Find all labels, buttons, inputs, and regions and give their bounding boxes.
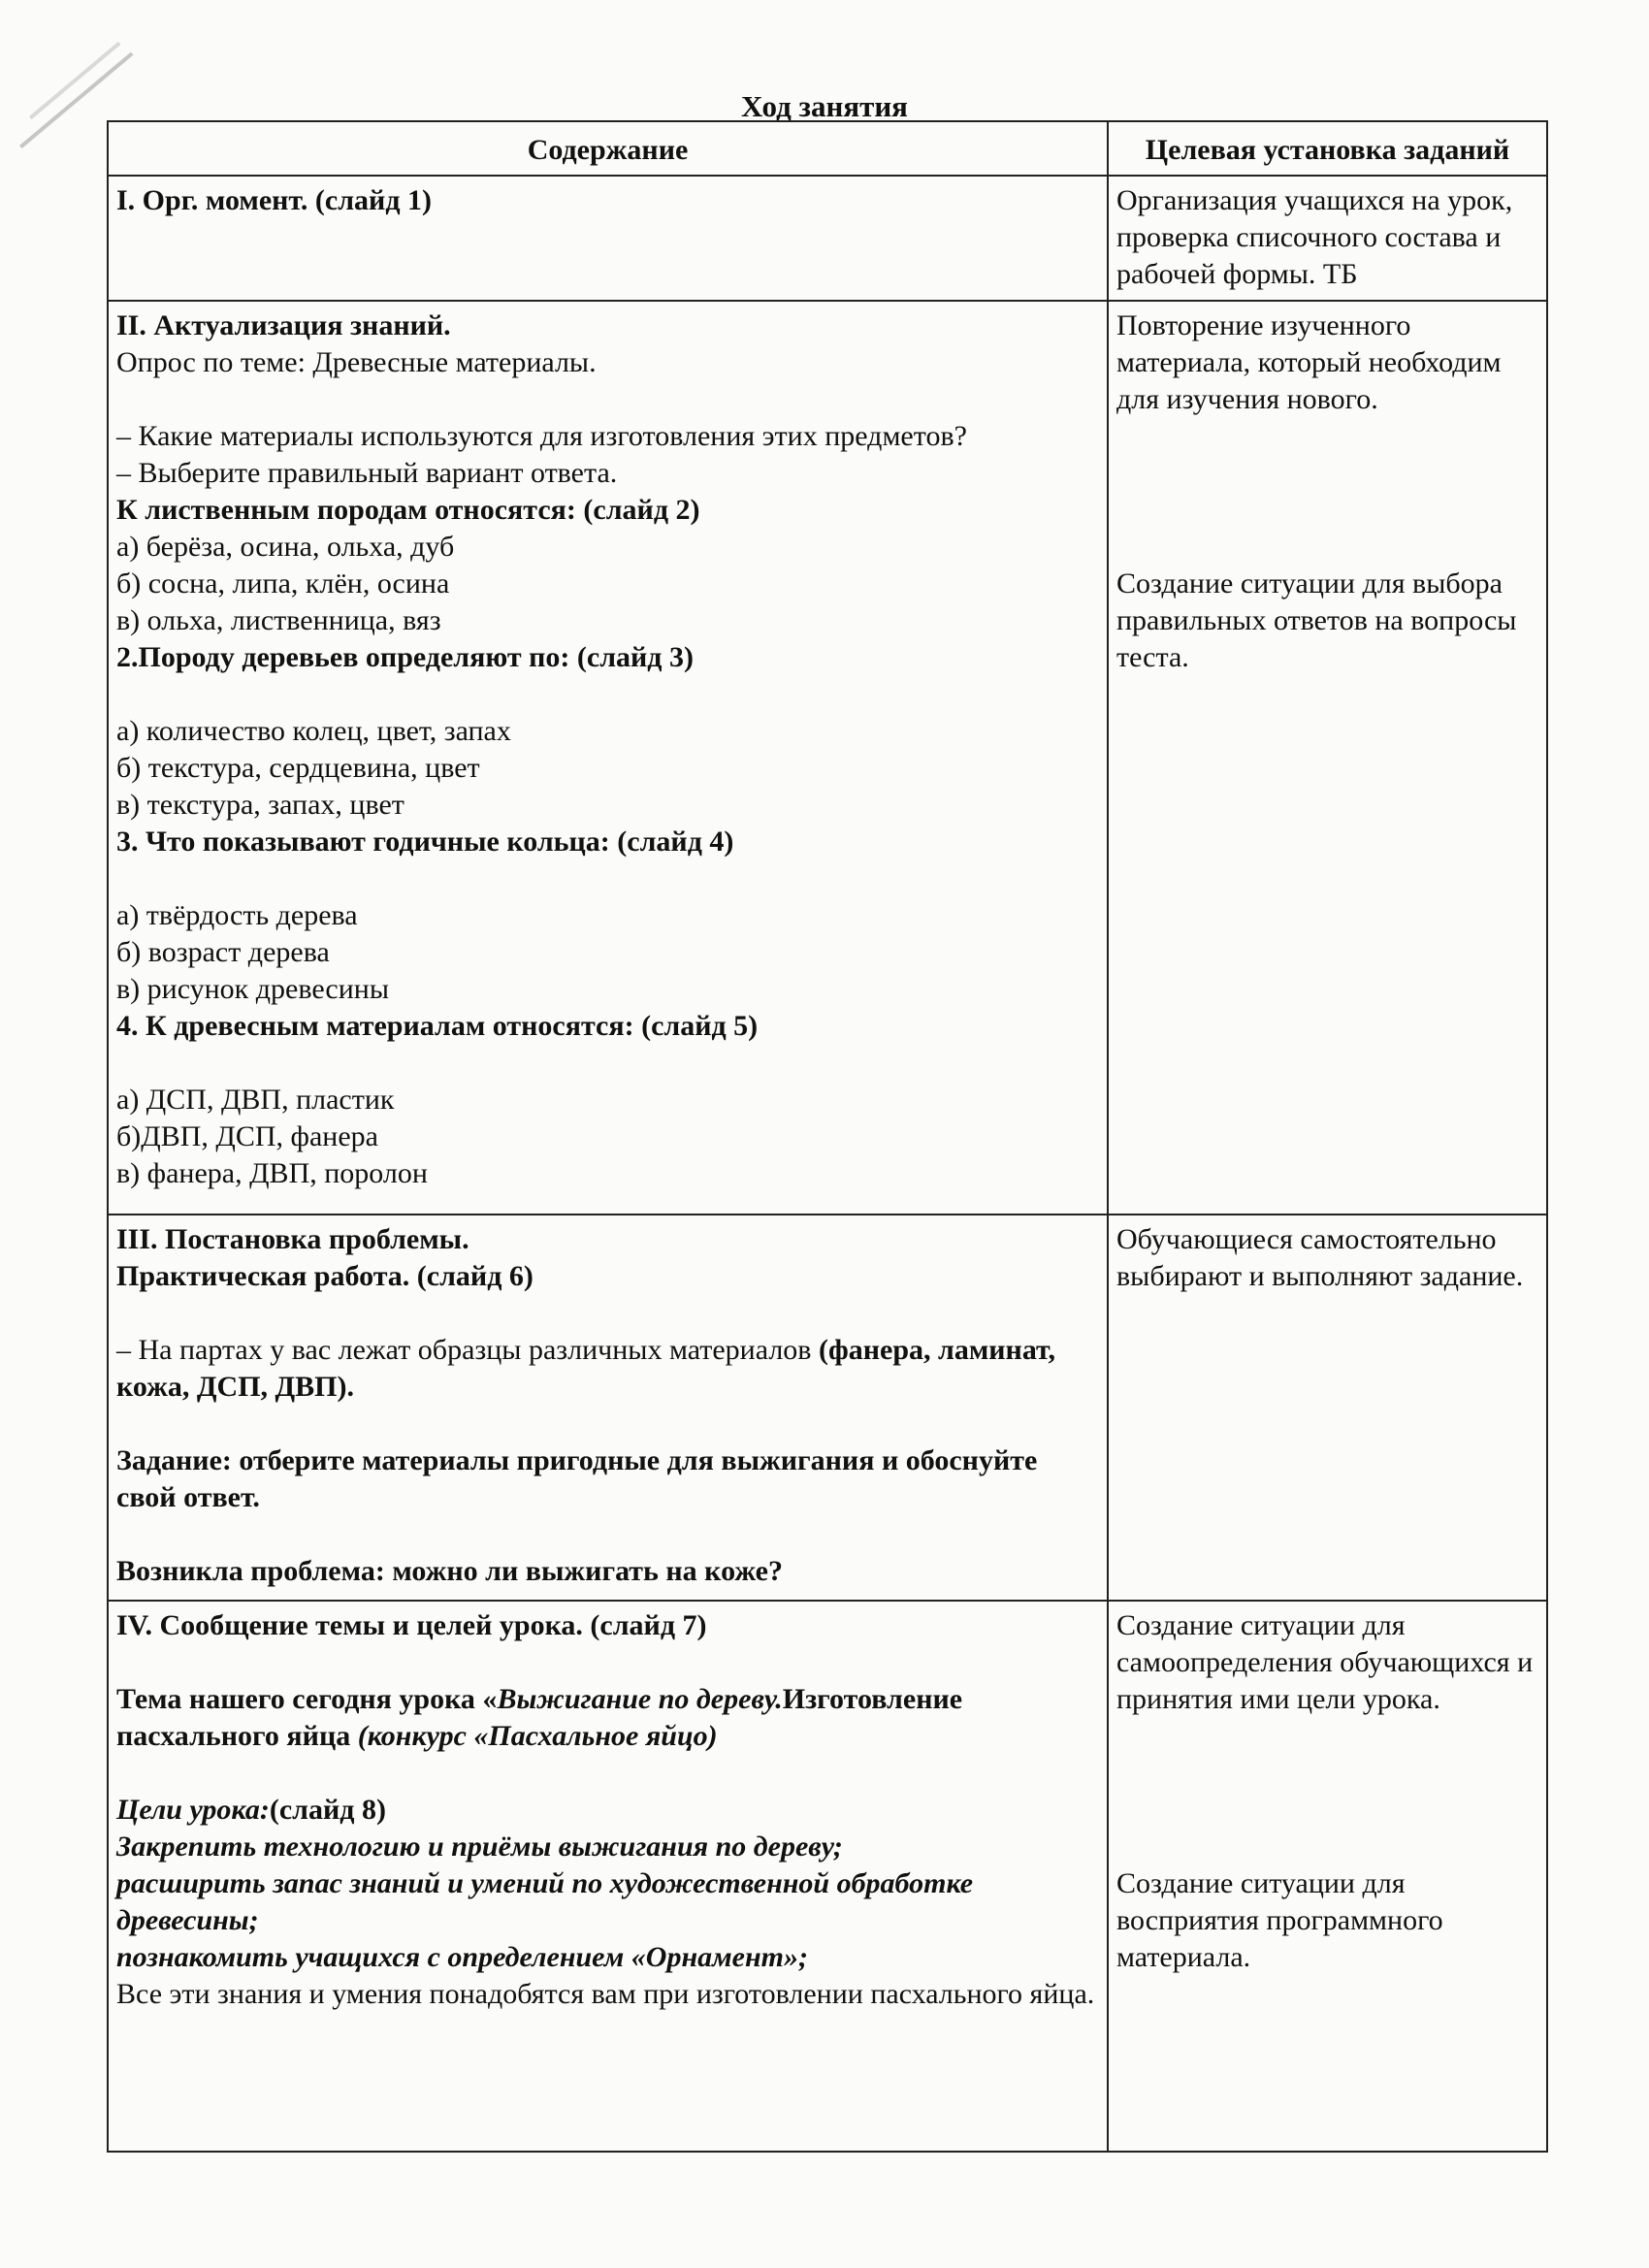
body-text [116, 1332, 1099, 1406]
quiz-option: б) возраст дерева [116, 936, 330, 968]
section-heading: I. Орг. момент. (слайд 1) [116, 184, 433, 216]
question-text: – Какие материалы используются для изготовления этих предметов? [116, 420, 967, 452]
quiz-option: в) фанера, ДВП, поролон [116, 1157, 428, 1189]
aims-title [116, 1792, 1099, 1829]
goal-text: Создание ситуации для выбора правильных ответов на вопросы теста. [1116, 567, 1517, 673]
content-cell [108, 1601, 1108, 2152]
quiz-option: а) берёза, осина, ольха, дуб [116, 531, 455, 563]
problem-text: Возникла проблема: можно ли выжигать на коже? [116, 1555, 783, 1587]
aim-item: расширить запас знаний и умений по художественной обработке древесины; [116, 1867, 974, 1936]
quiz-option: а) твёрдость дерева [116, 899, 358, 931]
materials-list: (фанера, ламинат, кожа, ДСП, ДВП). [116, 1334, 1056, 1403]
goal-text: Организация учащихся на урок, проверка списочного состава и рабочей формы. ТБ [1116, 184, 1513, 290]
quiz-option: б) сосна, липа, клён, осина [116, 567, 450, 599]
quiz-option: б) текстура, сердцевина, цвет [116, 752, 480, 784]
quiz-question: 3. Что показывают годичные кольца: (слайд 4) [116, 826, 734, 858]
quiz-question: К лиственным породам относятся: (слайд 2) [116, 494, 700, 526]
quiz-option: а) количество колец, цвет, запах [116, 715, 511, 747]
section-subheading: Практическая работа. (слайд 6) [116, 1260, 534, 1292]
goal-cell [1108, 176, 1547, 301]
content-cell [108, 1215, 1108, 1601]
quiz-option: в) ольха, лиственница, вяз [116, 604, 441, 636]
page-title: Ход занятия [741, 89, 908, 123]
goal-cell [1108, 1601, 1547, 2152]
aims-slide: (слайд 8) [269, 1794, 386, 1826]
aims-label: Цели урока: [116, 1794, 270, 1826]
section-heading: II. Актуализация знаний. [116, 309, 451, 341]
quiz-option: а) ДСП, ДВП, пластик [116, 1084, 395, 1116]
quiz-option: в) текстура, запах, цвет [116, 789, 404, 821]
closing-text: Все эти знания и умения понадобятся вам при изготовлении пасхального яйца. [116, 1978, 1095, 2010]
header-goal: Целевая установка заданий [1108, 121, 1547, 176]
content-cell [108, 176, 1108, 301]
topic-text [116, 1681, 1099, 1755]
content-cell [108, 301, 1108, 1215]
topic-name: Выжигание по дереву. [497, 1683, 783, 1715]
task-text: Задание: отберите материалы пригодные для выжигания и обоснуйте свой ответ. [116, 1444, 1038, 1513]
section-heading: III. Постановка проблемы. [116, 1223, 469, 1255]
intro-text: Опрос по теме: Древесные материалы. [116, 346, 597, 378]
body-text-start: – На партах у вас лежат образцы различных материалов [116, 1334, 819, 1366]
table-row [108, 301, 1547, 1215]
goal-text: Обучающиеся самостоятельно выбирают и выполняют задание. [1116, 1223, 1524, 1292]
topic-lead: Тема нашего сегодня урока « [116, 1683, 498, 1715]
header-row [108, 121, 1547, 176]
table-row [108, 176, 1547, 301]
question-text: – Выберите правильный вариант ответа. [116, 457, 618, 489]
quiz-option: б)ДВП, ДСП, фанера [116, 1120, 378, 1152]
goal-text: Повторение изученного материала, который необходим для изучения нового. [1116, 309, 1502, 415]
goal-text: Создание ситуации для самоопределения обучающихся и принятия ими цели урока. [1116, 1609, 1534, 1715]
topic-product: Изготовление пасхального яйца [116, 1683, 963, 1752]
goal-text: Создание ситуации для восприятия программного материала. [1116, 1867, 1443, 1973]
header-content: Содержание [108, 121, 1108, 176]
aim-item: Закрепить технологию и приёмы выжигания по дереву; [116, 1831, 843, 1863]
goal-cell [1108, 1215, 1547, 1601]
quiz-question: 4. К древесным материалам относятся: (слайд 5) [116, 1010, 759, 1042]
goal-cell [1108, 301, 1547, 1215]
topic-contest: (конкурс «Пасхальное яйцо) [357, 1720, 718, 1752]
quiz-option: в) рисунок древесины [116, 973, 389, 1005]
table-row [108, 1601, 1547, 2152]
lesson-table [107, 120, 1548, 2153]
table-row [108, 1215, 1547, 1601]
section-heading: IV. Сообщение темы и целей урока. (слайд 7) [116, 1609, 707, 1641]
quiz-question: 2.Породу деревьев определяют по: (слайд 3) [116, 641, 694, 673]
aim-item: познакомить учащихся с определением «Орнамент»; [116, 1941, 808, 1973]
